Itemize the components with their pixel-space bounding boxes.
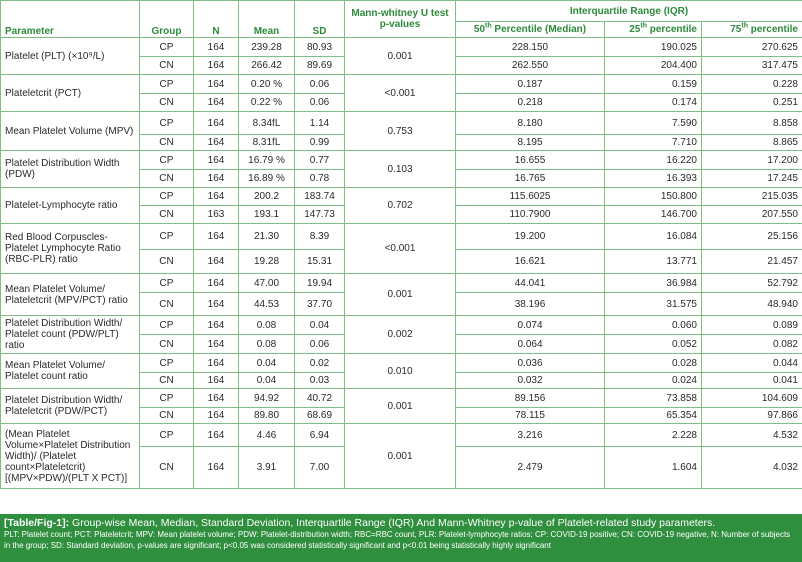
p75-cell: 0.251 (702, 94, 802, 112)
group-cell: CP (140, 424, 194, 447)
n-cell: 163 (194, 206, 239, 224)
table-row (1, 316, 802, 335)
mean-cell: 19.28 (239, 250, 295, 274)
mean-cell: 94.92 (239, 389, 295, 408)
p75-cell: 97.866 (702, 408, 802, 424)
mean-cell: 239.28 (239, 38, 295, 57)
n-cell: 164 (194, 293, 239, 316)
n-cell: 164 (194, 354, 239, 373)
parameter-name: Mean Platelet Volume/ Plateletcrit (MPV/PCT) ratio (1, 274, 140, 316)
mean-cell: 0.08 (239, 316, 295, 335)
sd-cell: 1.14 (295, 112, 345, 135)
p75-cell: 0.044 (702, 354, 802, 373)
p50-cell: 8.195 (456, 135, 605, 151)
group-cell: CP (140, 75, 194, 94)
p-value-cell: 0.001 (345, 274, 456, 316)
sd-cell: 8.39 (295, 224, 345, 250)
p25-cell: 190.025 (605, 38, 702, 57)
p50-cell: 16.655 (456, 151, 605, 170)
group-cell: CP (140, 274, 194, 293)
p-value-cell: <0.001 (345, 224, 456, 274)
sd-cell: 80.93 (295, 38, 345, 57)
parameter-name: Platelet Distribution Width/ Plateletcrit (PDW/PCT) (1, 389, 140, 424)
p-value-cell: 0.001 (345, 38, 456, 75)
table-row (1, 354, 802, 373)
group-cell: CP (140, 112, 194, 135)
parameter-name: Platelet Distribution Width/ Platelet count (PDW/PLT) ratio (1, 316, 140, 354)
n-cell: 164 (194, 57, 239, 75)
p-value-cell: 0.001 (345, 389, 456, 424)
sd-cell: 0.77 (295, 151, 345, 170)
parameter-name: Red Blood Corpuscles-Platelet Lymphocyte Ratio (RBC-PLR) ratio (1, 224, 140, 274)
p75-cell: 8.858 (702, 112, 802, 135)
parameter-name: Mean Platelet Volume/ Platelet count ratio (1, 354, 140, 389)
p25-cell: 0.060 (605, 316, 702, 335)
sd-cell: 0.06 (295, 75, 345, 94)
p25-cell: 36.984 (605, 274, 702, 293)
p-value-cell: 0.010 (345, 354, 456, 389)
p75-cell: 0.082 (702, 335, 802, 354)
p75-cell: 52.792 (702, 274, 802, 293)
p25-cell: 0.159 (605, 75, 702, 94)
caption-label: [Table/Fig-1]: (4, 517, 70, 529)
n-cell: 164 (194, 373, 239, 389)
p75-cell: 0.228 (702, 75, 802, 94)
p75-cell: 317.475 (702, 57, 802, 75)
p25-cell: 65.354 (605, 408, 702, 424)
table-body (1, 38, 802, 489)
mean-cell: 3.91 (239, 447, 295, 489)
header-parameter: Parameter (1, 1, 140, 38)
p50-cell: 3.216 (456, 424, 605, 447)
p25-cell: 16.220 (605, 151, 702, 170)
p-value-cell: 0.103 (345, 151, 456, 188)
p75-cell: 104.609 (702, 389, 802, 408)
group-cell: CP (140, 354, 194, 373)
n-cell: 164 (194, 38, 239, 57)
group-cell: CN (140, 170, 194, 188)
mean-cell: 0.08 (239, 335, 295, 354)
table-row (1, 224, 802, 250)
header-n: N (194, 1, 239, 38)
p25-cell: 0.052 (605, 335, 702, 354)
p50-cell: 44.041 (456, 274, 605, 293)
caption-title (4, 516, 798, 530)
p50-cell: 2.479 (456, 447, 605, 489)
mean-cell: 44.53 (239, 293, 295, 316)
n-cell: 164 (194, 408, 239, 424)
n-cell: 164 (194, 447, 239, 489)
p-value-cell: <0.001 (345, 75, 456, 112)
n-cell: 164 (194, 424, 239, 447)
p25-cell: 0.174 (605, 94, 702, 112)
header-mann-whitney: Mann-whitney U test p-values (345, 1, 456, 38)
p-value-cell: 0.002 (345, 316, 456, 354)
sd-cell: 0.06 (295, 335, 345, 354)
p25-cell: 150.800 (605, 188, 702, 206)
mean-cell: 0.22 % (239, 94, 295, 112)
sd-cell: 37.70 (295, 293, 345, 316)
p75-cell: 270.625 (702, 38, 802, 57)
p50-cell: 38.196 (456, 293, 605, 316)
parameter-name: (Mean Platelet Volume×Platelet Distribution Width)/ (Platelet count×Plateletcrit) [(MPV×PDW)/(PLT X PCT)] (1, 424, 140, 489)
table-row (1, 75, 802, 94)
p75-cell: 48.940 (702, 293, 802, 316)
header-mean: Mean (239, 1, 295, 38)
group-cell: CN (140, 94, 194, 112)
n-cell: 164 (194, 250, 239, 274)
table-row (1, 274, 802, 293)
p50-cell: 8.180 (456, 112, 605, 135)
sd-cell: 89.69 (295, 57, 345, 75)
mean-cell: 266.42 (239, 57, 295, 75)
n-cell: 164 (194, 316, 239, 335)
p75-cell: 4.532 (702, 424, 802, 447)
n-cell: 164 (194, 224, 239, 250)
group-cell: CP (140, 151, 194, 170)
mean-cell: 0.04 (239, 354, 295, 373)
group-cell: CN (140, 373, 194, 389)
p50-cell: 89.156 (456, 389, 605, 408)
p75-cell: 8.865 (702, 135, 802, 151)
sd-cell: 147.73 (295, 206, 345, 224)
header-group: Group (140, 1, 194, 38)
sd-cell: 40.72 (295, 389, 345, 408)
p75-cell: 4.032 (702, 447, 802, 489)
table-row (1, 389, 802, 408)
p50-cell: 115.6025 (456, 188, 605, 206)
group-cell: CP (140, 316, 194, 335)
mean-cell: 0.04 (239, 373, 295, 389)
sd-cell: 0.99 (295, 135, 345, 151)
sd-cell: 0.78 (295, 170, 345, 188)
mean-cell: 16.89 % (239, 170, 295, 188)
n-cell: 164 (194, 75, 239, 94)
p75-cell: 207.550 (702, 206, 802, 224)
group-cell: CN (140, 335, 194, 354)
mean-cell: 89.80 (239, 408, 295, 424)
p50-cell: 78.115 (456, 408, 605, 424)
p-value-cell: 0.702 (345, 188, 456, 224)
table-row (1, 151, 802, 170)
p50-cell: 16.621 (456, 250, 605, 274)
group-cell: CN (140, 408, 194, 424)
sd-cell: 0.02 (295, 354, 345, 373)
p25-cell: 1.604 (605, 447, 702, 489)
p75-cell: 17.200 (702, 151, 802, 170)
caption-title-text: Group-wise Mean, Median, Standard Deviation, Interquartile Range (IQR) And Mann-Whitney p-value of Platelet-related study parameters. (69, 517, 716, 529)
parameter-name: Platelet (PLT) (×10⁹/L) (1, 38, 140, 75)
mean-cell: 200.2 (239, 188, 295, 206)
sd-cell: 0.04 (295, 316, 345, 335)
sd-cell: 183.74 (295, 188, 345, 206)
group-cell: CP (140, 188, 194, 206)
header-p25: 25th percentile (605, 22, 702, 38)
p50-cell: 16.765 (456, 170, 605, 188)
group-cell: CN (140, 447, 194, 489)
group-cell: CN (140, 57, 194, 75)
n-cell: 164 (194, 170, 239, 188)
table-caption (0, 514, 802, 562)
table-row (1, 424, 802, 447)
caption-notes: PLT: Platelet count; PCT: Plateletcrit; MPV: Mean platelet volume; PDW: Platelet-distribution width; RBC=RBC count, PLR: Platelet-lymphocyte ratios; CP: COVID-19 positive; CN: COVID-19 negative, N: Number of subjects in the group; SD: Standard deviation, p-values are significant; p<0.05 was considered statistically significant and p<0.01 being statistically highly significant (4, 530, 791, 550)
n-cell: 164 (194, 135, 239, 151)
group-cell: CP (140, 224, 194, 250)
group-cell: CN (140, 206, 194, 224)
p25-cell: 13.771 (605, 250, 702, 274)
p75-cell: 0.089 (702, 316, 802, 335)
sd-cell: 15.31 (295, 250, 345, 274)
n-cell: 164 (194, 188, 239, 206)
p25-cell: 16.084 (605, 224, 702, 250)
p25-cell: 7.590 (605, 112, 702, 135)
p25-cell: 31.575 (605, 293, 702, 316)
parameter-name: Platelet-Lymphocyte ratio (1, 188, 140, 224)
mean-cell: 4.46 (239, 424, 295, 447)
p75-cell: 215.035 (702, 188, 802, 206)
header-sd: SD (295, 1, 345, 38)
sd-cell: 19.94 (295, 274, 345, 293)
p75-cell: 25.156 (702, 224, 802, 250)
p50-cell: 110.7900 (456, 206, 605, 224)
sd-cell: 0.06 (295, 94, 345, 112)
parameter-name: Platelet Distribution Width (PDW) (1, 151, 140, 188)
p50-cell: 228.150 (456, 38, 605, 57)
header-p75: 75th percentile (702, 22, 802, 38)
header-p50: 50th Percentile (Median) (456, 22, 605, 38)
group-cell: CN (140, 135, 194, 151)
p-value-cell: 0.001 (345, 424, 456, 489)
table-row (1, 38, 802, 57)
n-cell: 164 (194, 389, 239, 408)
p50-cell: 0.187 (456, 75, 605, 94)
mean-cell: 193.1 (239, 206, 295, 224)
group-cell: CN (140, 250, 194, 274)
table-row (1, 112, 802, 135)
mean-cell: 16.79 % (239, 151, 295, 170)
p25-cell: 146.700 (605, 206, 702, 224)
p75-cell: 17.245 (702, 170, 802, 188)
p25-cell: 204.400 (605, 57, 702, 75)
sd-cell: 68.69 (295, 408, 345, 424)
n-cell: 164 (194, 335, 239, 354)
p50-cell: 0.064 (456, 335, 605, 354)
parameter-name: Plateletcrit (PCT) (1, 75, 140, 112)
n-cell: 164 (194, 274, 239, 293)
mean-cell: 8.34fL (239, 112, 295, 135)
p25-cell: 7.710 (605, 135, 702, 151)
header-iqr: Interquartile Range (IQR) (456, 1, 802, 22)
n-cell: 164 (194, 112, 239, 135)
mean-cell: 8.31fL (239, 135, 295, 151)
p25-cell: 0.024 (605, 373, 702, 389)
p75-cell: 0.041 (702, 373, 802, 389)
p50-cell: 0.218 (456, 94, 605, 112)
mean-cell: 0.20 % (239, 75, 295, 94)
n-cell: 164 (194, 151, 239, 170)
p25-cell: 73.858 (605, 389, 702, 408)
mean-cell: 47.00 (239, 274, 295, 293)
group-cell: CP (140, 389, 194, 408)
p25-cell: 0.028 (605, 354, 702, 373)
p50-cell: 262.550 (456, 57, 605, 75)
p-value-cell: 0.753 (345, 112, 456, 151)
group-cell: CP (140, 38, 194, 57)
parameter-name: Mean Platelet Volume (MPV) (1, 112, 140, 151)
table-row (1, 188, 802, 206)
mean-cell: 21.30 (239, 224, 295, 250)
p75-cell: 21.457 (702, 250, 802, 274)
sd-cell: 6.94 (295, 424, 345, 447)
p50-cell: 0.036 (456, 354, 605, 373)
group-cell: CN (140, 293, 194, 316)
sd-cell: 7.00 (295, 447, 345, 489)
sd-cell: 0.03 (295, 373, 345, 389)
p50-cell: 0.032 (456, 373, 605, 389)
p50-cell: 0.074 (456, 316, 605, 335)
p50-cell: 19.200 (456, 224, 605, 250)
n-cell: 164 (194, 94, 239, 112)
p25-cell: 16.393 (605, 170, 702, 188)
p25-cell: 2.228 (605, 424, 702, 447)
